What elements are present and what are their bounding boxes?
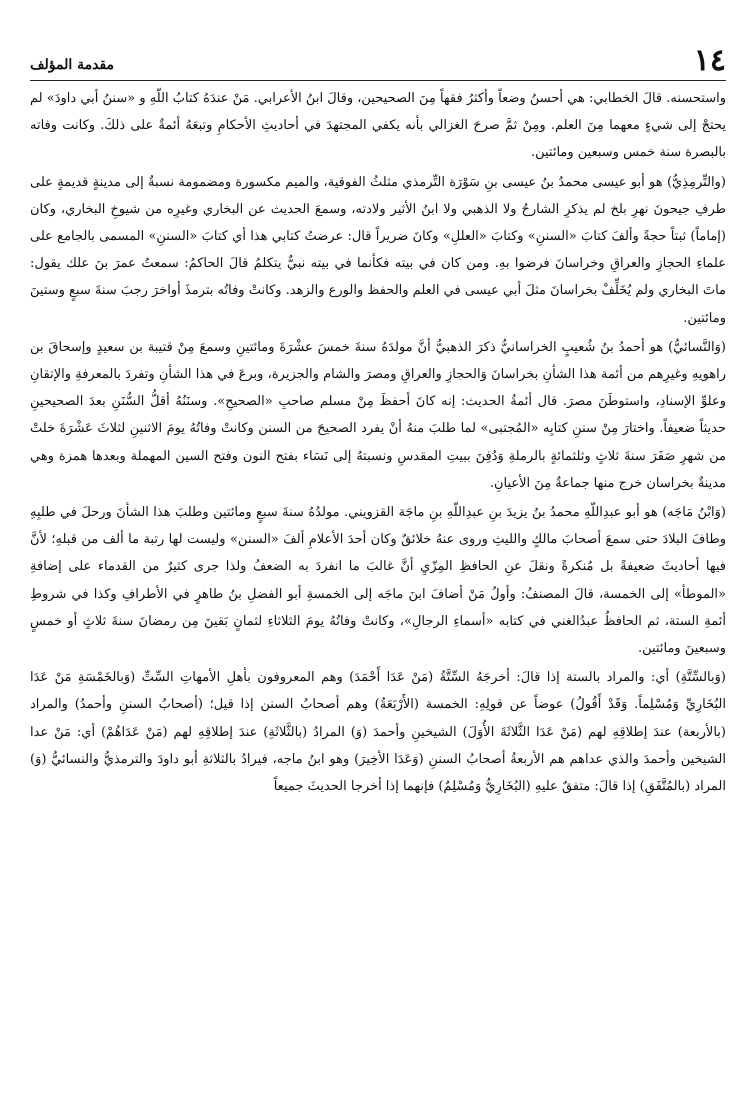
running-title: مقدمة المؤلف bbox=[30, 57, 115, 73]
page-number: ١٤ bbox=[693, 43, 726, 78]
header-rule bbox=[30, 80, 726, 81]
paragraph-six-books: (وَبالسِّتَّةِ) أي: والمراد بالستة إذا قالَ: أخرجَهُ السِّتَّةُ (مَنْ عَدَا أَحْمَدَ) وهم المعروفون بأهلِ الأمهاتِ السِّتِّ (وَبالخَمْسَةِ مَنْ عَدَا البُخَارِيِّ وَمُسْلِماً. وَقَدْ أَقُولُ) عوضاً عن قولِهِ: الخمسة (الأَرْبَعَةُ) وهم أصحابُ السنن إذا قيل؛ (أصحابُ السننِ وأحمدُ) والمراد (بالأربعة) عندَ إطلاقِهِ لهم (مَنْ عَدَا الثَّلاثَةَ الأُوَلَ) الشيخينِ وأحمدَ (وَ) المرادُ (بالثَّلاثَةِ) عندَ إطلاقِهِ لهم (مَنْ عَدَاهُمْ) أي: مَنْ عدا الشيخين وأحمدَ والذي عداهم هم الأربعةُ أصحابُ السننِ (وَعَدَا الأخِيرَ) وهو ابنُ ماجه، فيرادُ بالثلاثةِ أبو داودَ والترمذيُّ والنسائيُّ (وَ) المراد (بالمُتَّفَقِ) إذا قالَ: متفقٌ عليهِ (البُخَارِيُّ وَمُسْلِمٌ) فإنهما إذا أخرجا الحديثَ جميعاً bbox=[30, 670, 726, 795]
paragraph-abu-dawud: واستحسنه. قالَ الخطابي: هي أحسنُ وضعاً وأكثرُ فقهاً مِنَ الصحيحين، وقالَ ابنُ الأعرابي. مَنْ عندَهُ كتابُ اللّهِ و «سننُ أبي داودَ» لم يحتجْ إلى شيءٍ معهما مِنَ العلم. ومِنْ ثمَّ صرحَ الغزالي بأنه يكفي المجتهدَ في أحاديثِ الأحكامِ وتبعَهُ أئمةٌ على ذلكَ. وكانت وفاته بالبصرة سنة خمس وسبعين ومائتين. bbox=[30, 91, 726, 161]
paragraph-ibn-majah: (وَابْنُ مَاجَه) هو أبو عبدِاللّهِ محمدُ بنُ يزيدَ بنِ عبدِاللّهِ بنِ ماجَة القزويني. مولدُهُ سنةَ سبعٍ ومائتين وطلبَ هذا الشأنَ ورحلَ في طلبِهِ وطافَ البلادَ حتى سمعَ أصحابَ مالكٍ والليثِ وروى عنهُ خلائقٌ وكان أحدَ الأعلامِ ألفَ «السنن» وليست لها رتبة ما ألف من قبلهِ؛ لأنَّ فيها أحاديثَ ضعيفةً بل مُنكرةً ونقلَ عنِ الحافظِ المِزّيِ أنَّ غالبَ ما انفردَ به الضعفُ ولذا جرى كثيرٌ من القدماء على إضافةِ «الموطأ» إلى الخمسة، قالَ المصنفُ: وأولُ مَنْ أضافَ ابنَ ماجَه إلى الخمسةِ أبو الفضلِ بنُ طاهرٍ في الأطرافِ وكذا في شروطِ أئمةِ الستة، ثم الحافظُ عبدُالغني في كتابه «أسماءِ الرجالِ»، وكانتْ وفاتُهُ يومَ الثلاثاءِ لثمانٍ بَقينَ مِن رمضانَ سنةَ ثلاثٍ أو خمسٍ وسبعينَ ومائتين. bbox=[30, 505, 726, 657]
paragraph-tirmidhi: (والتِّرمِذِيُّ) هو أبو عيسى محمدُ بنُ عيسى بنِ سَوْرَة التِّرمذي مثلثُ الفوقية، والميم مكسورة ومضمومة نسبةٌ إلى مدينةٍ قديمةٍ على طرفِ جيحونَ نهرِ بلخ لم يذكرِ الشارحُ ولا الذهبي ولا ابنُ الأثير ولادته، وسمعَ الحديث عن البخاري وغيرِه من شيوخِ البخاري، وكان (إماماً) ثبتاً حجةً وألفَ كتابَ «السننِ» وكتابَ «العللِ» وكانَ ضريراً قال: عرضتُ كتابي هذا أي كتابَ «السننِ» المسمى بالجامع على علماءِ الحجازِ والعراقِ وخراسانَ فرضوا بهِ. ومن كان في بيته فكأنما في بيته نبيٌّ يتكلمُ قالَ الحاكمُ: سمعتُ عمرَ بنَ علك يقول: ماتَ البخاري ولم يُخَلِّفْ بخراسانَ مثلَ أبي عيسى في العلم والحفظ والورع والزهد. وكانتْ وفاتُه بترمذَ أواخرَ رجبَ سنةَ سبعٍ وستينَ ومائتين. bbox=[30, 174, 726, 326]
paragraph-nasai: (وَالنَّسائيُّ) هو أحمدُ بنُ شُعيبٍ الخراسانيُّ ذكرَ الذهبيُّ أنَّ مولدَهُ سنةَ خمسَ عشْرَةَ ومائتينِ وسمعَ مِنْ قتيبة بن سعيدٍ وإسحاقَ بن راهويهِ وغيرِهم من أئمة هذا الشأنِ بخراسانَ وَالحجازِ والعراقِ ومصرَ والشام والجزيرة، وبرعَ في هذا الشأنِ وتفردَ بالمعرفةِ والإتقانِ وعلوِّ الإسنادِ، واستوطَنَ مصرَ. قال أئمةُ الحديث: إنه كانَ أحفظَ مِنْ مسلم صاحبِ «الصحيحِ». وسنَنُهُ أقلُّ السُّنَنِ بعدَ الصحيحينِ حديثاً ضعيفاً. واختارَ مِنْ سننِ كتابِه «المُجتبى» لما طلبَ منهُ أنْ يفرد الصحيحَ من السنن وكانتْ وفاتُهُ يومَ الاثنينِ لثلاثَ عَشْرَةَ خلتْ من شهرِ صَفَرَ سنةَ ثلاثٍ وثلثمائةٍ بالرملةِ وَدُفِنَ ببيتِ المقدسِ ونسبتهُ إلى نَسَاء بفتح النون وفتح السين المهملة وبعدها همزة وهي مدينةٌ بخراسان خرج منها جماعةٌ مِنَ الأعيانِ. bbox=[30, 339, 727, 491]
page-header bbox=[30, 40, 726, 78]
book-page bbox=[30, 40, 726, 800]
page-body bbox=[30, 85, 726, 800]
